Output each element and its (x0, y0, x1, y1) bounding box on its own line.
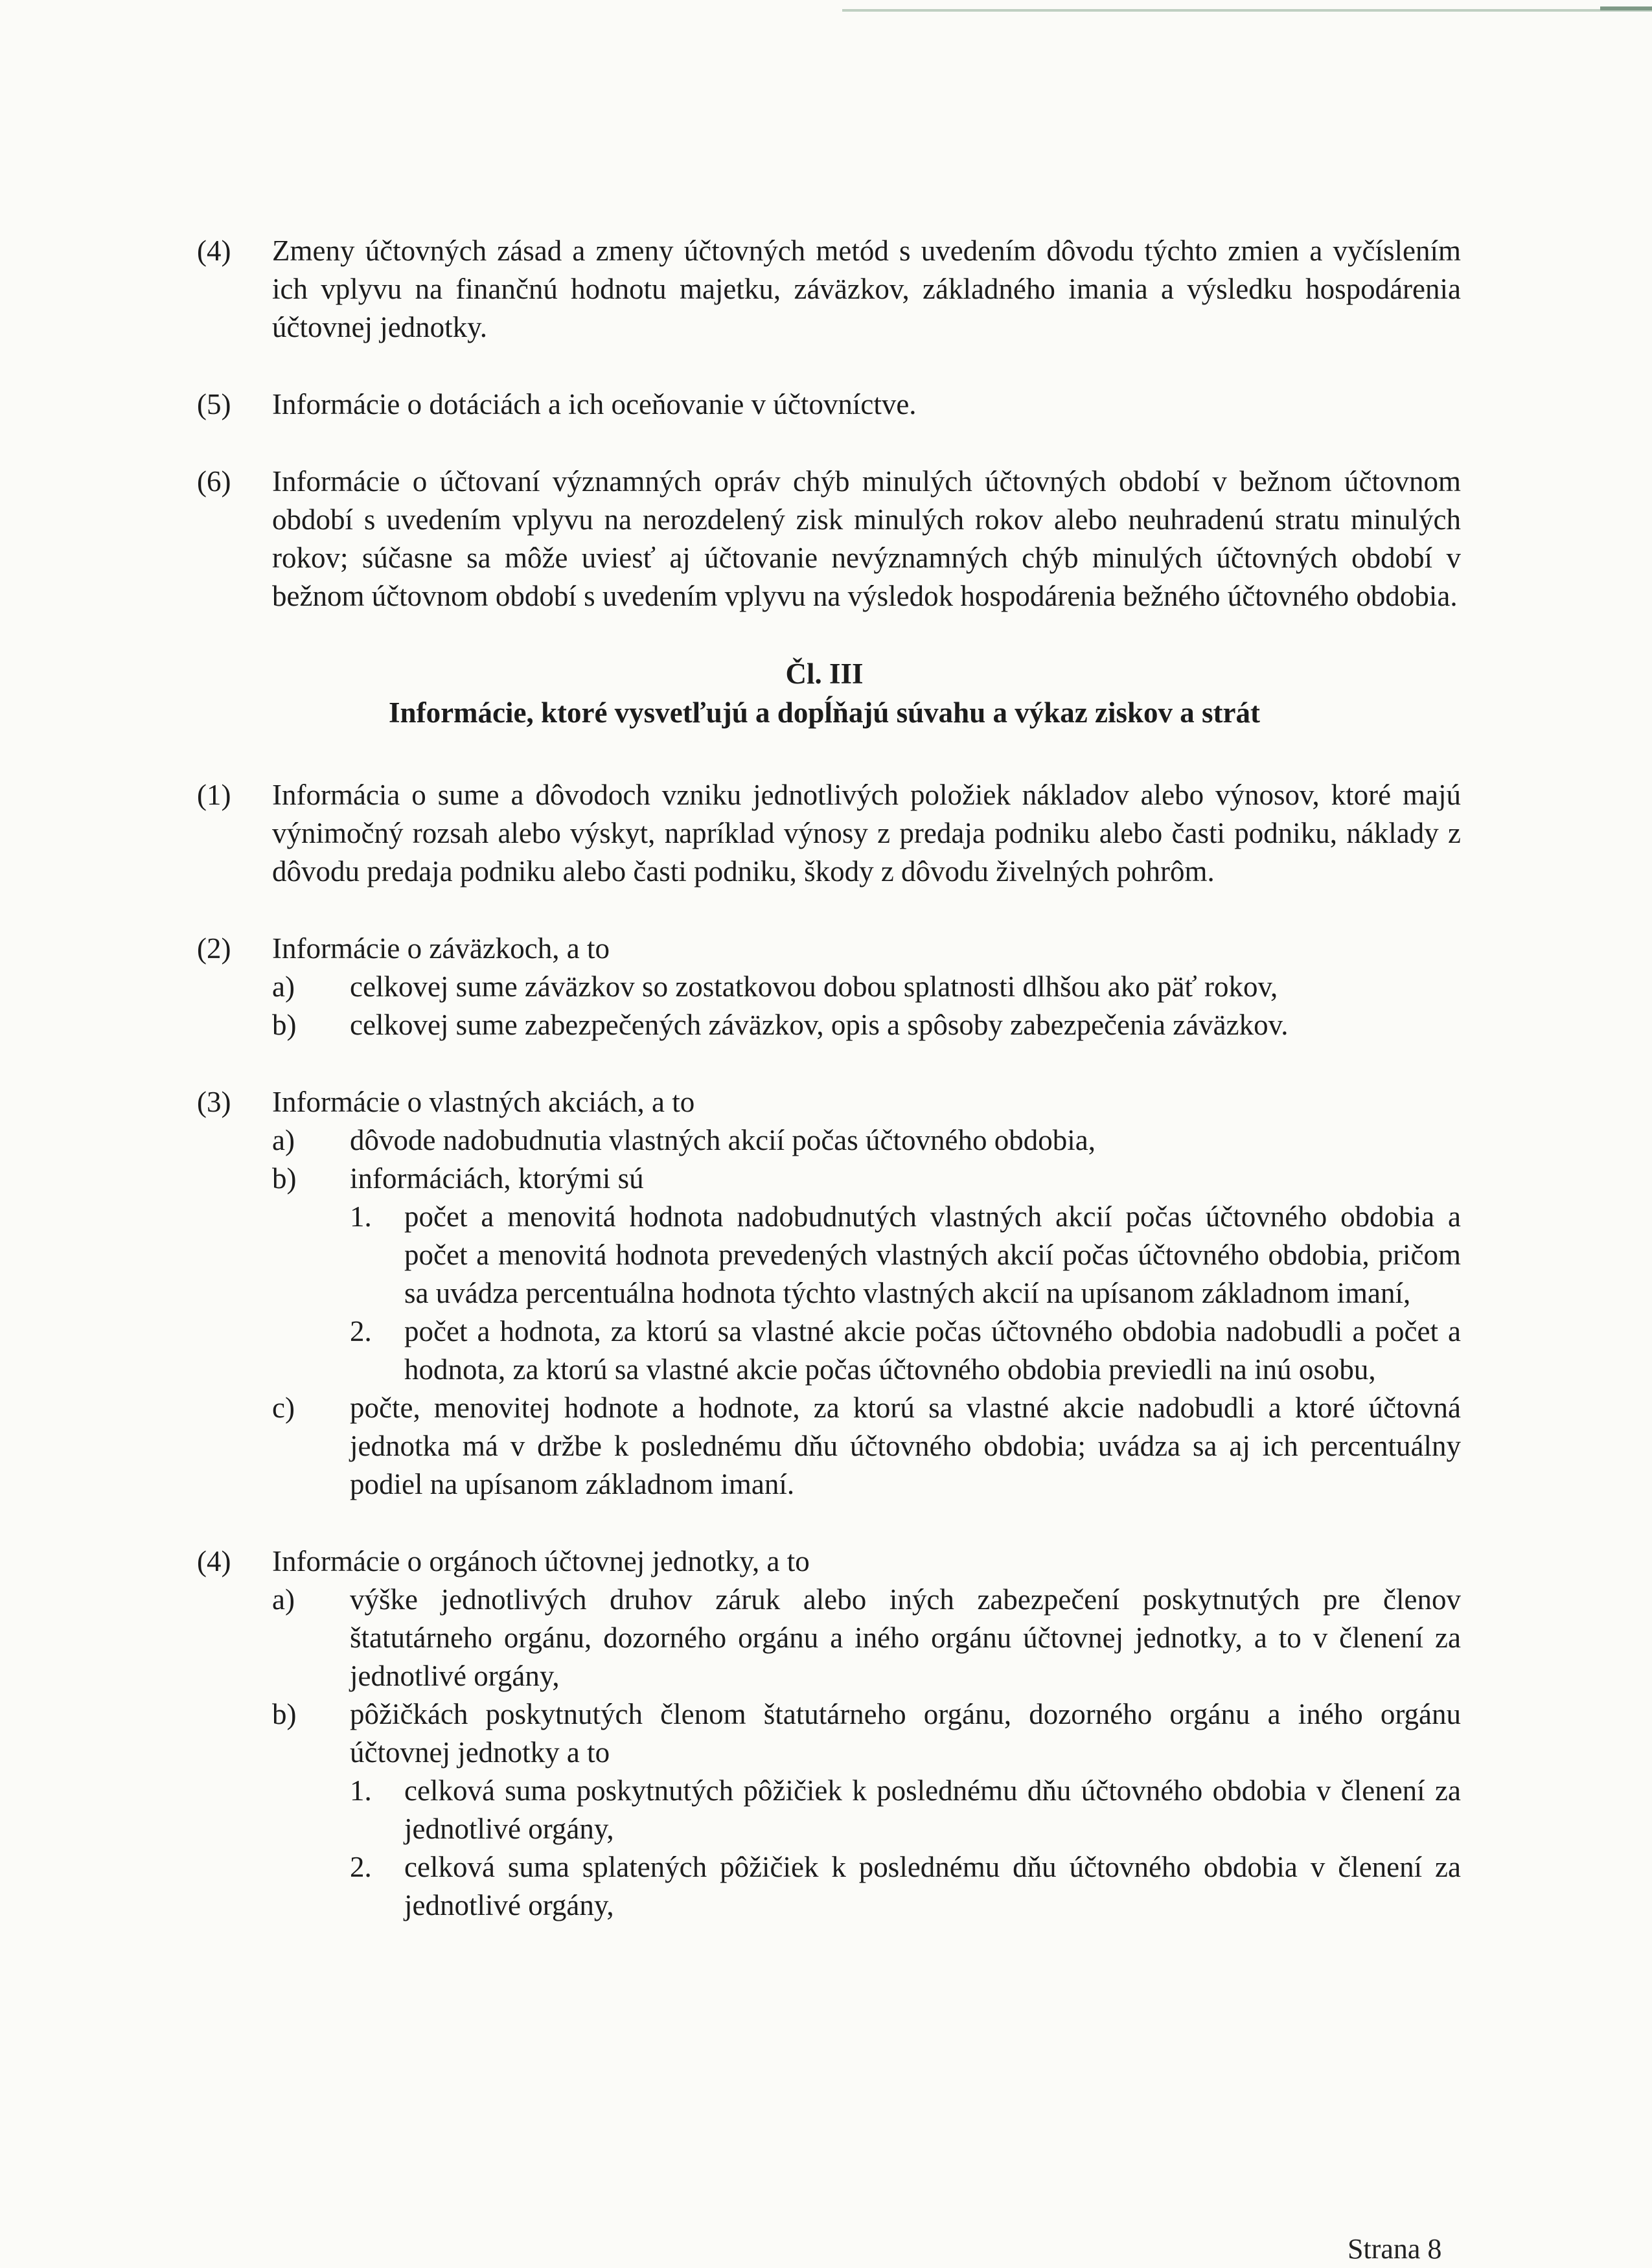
paragraph-number: (4) (197, 1545, 231, 1577)
paragraph-5 (188, 385, 1461, 424)
paragraph-number: (6) (197, 465, 231, 498)
list-text: celkovej sume zabezpečených záväzkov, opis a spôsoby zabezpečenia záväzkov. (350, 1009, 1289, 1041)
paragraph-6 (188, 463, 1461, 615)
numbered-item-1 (350, 1772, 1461, 1848)
paragraph-text: Informácie o orgánoch účtovnej jednotky, a to (272, 1545, 810, 1577)
list-label: a) (272, 1124, 295, 1156)
numbered-label: 1. (350, 1774, 372, 1807)
list-label: b) (272, 1009, 297, 1041)
list-text: celkovej sume záväzkov so zostatkovou dobou splatnosti dlhšou ako päť rokov, (350, 970, 1278, 1003)
list-item-a (272, 968, 1461, 1006)
list-item-b (272, 1006, 1461, 1044)
paragraph-text: Informácie o vlastných akciách, a to (272, 1086, 695, 1118)
list-item-c (272, 1389, 1461, 1504)
list-label: a) (272, 970, 295, 1003)
paragraph-text: Informácia o sume a dôvodoch vzniku jednotlivých položiek nákladov alebo výnosov, ktoré majú výnimočný rozsah alebo výskyt, napríklad výnosy z predaja podniku alebo časti podniku, náklady z dôvodu predaja podniku alebo časti podniku, škody z dôvodu živelných pohrôm. (272, 779, 1461, 888)
paragraph-text: Informácie o účtovaní významných opráv chýb minulých účtovných období v bežnom účtovnom období s uvedením vplyvu na nerozdelený zisk minulých rokov alebo neuhradenú stratu minulých rokov; súčasne sa môže uviesť aj účtovanie nevýznamných chýb minulých účtovných období v bežnom účtovnom období s uvedením vplyvu na výsledok hospodárenia bežného účtovného obdobia. (272, 465, 1461, 612)
list-label: a) (272, 1583, 295, 1616)
art3-paragraph-2 (188, 930, 1461, 1044)
scan-edge-line (842, 9, 1652, 12)
art3-paragraph-1 (188, 776, 1461, 891)
list-item-b (272, 1695, 1461, 1925)
list-label: c) (272, 1392, 295, 1424)
numbered-item-2 (350, 1848, 1461, 1925)
page-number: Strana 8 (1348, 2233, 1442, 2265)
numbered-item-1 (350, 1198, 1461, 1312)
list-text: počte, menovitej hodnote a hodnote, za ktorú sa vlastné akcie nadobudli a ktoré účtovná jednotka má v držbe k poslednému dňu účtovného obdobia; uvádza sa aj ich percentuálny podiel na upísanom základnom imaní. (350, 1392, 1461, 1500)
numbered-item-2 (350, 1312, 1461, 1389)
list-label: b) (272, 1162, 297, 1195)
scan-edge-mark (1600, 6, 1652, 10)
article-heading (188, 654, 1461, 732)
numbered-text: počet a hodnota, za ktorú sa vlastné akcie počas účtovného obdobia nadobudli a počet a hodnota, za ktorú sa vlastné akcie počas účtovného obdobia previedli na inú osobu, (404, 1315, 1461, 1386)
paragraph-number: (4) (197, 235, 231, 267)
paragraph-text: Informácie o dotáciách a ich oceňovanie v účtovníctve. (272, 388, 917, 420)
paragraph-number: (3) (197, 1086, 231, 1118)
paragraph-text: Informácie o záväzkoch, a to (272, 932, 610, 965)
numbered-text: celková suma poskytnutých pôžičiek k poslednému dňu účtovného obdobia v členení za jednotlivé orgány, (404, 1774, 1461, 1845)
list-item-b (272, 1160, 1461, 1389)
list-text: informáciách, ktorými sú (350, 1162, 644, 1195)
page-content (188, 232, 1461, 1964)
numbered-label: 1. (350, 1200, 372, 1233)
paragraph-number: (2) (197, 932, 231, 965)
list-item-a (272, 1581, 1461, 1695)
list-text: pôžičkách poskytnutých členom štatutárneho orgánu, dozorného orgánu a iného orgánu účtovnej jednotky a to (350, 1698, 1461, 1769)
numbered-label: 2. (350, 1315, 372, 1347)
paragraph-4 (188, 232, 1461, 347)
list-text: výške jednotlivých druhov záruk alebo iných zabezpečení poskytnutých pre členov štatutárneho orgánu, dozorného orgánu a iného orgánu účtovnej jednotky, a to v členení za jednotlivé orgány, (350, 1583, 1461, 1692)
numbered-label: 2. (350, 1851, 372, 1883)
paragraph-number: (1) (197, 779, 231, 811)
list-text: dôvode nadobudnutia vlastných akcií počas účtovného obdobia, (350, 1124, 1096, 1156)
art3-paragraph-4 (188, 1542, 1461, 1925)
list-label: b) (272, 1698, 297, 1730)
paragraph-text: Zmeny účtovných zásad a zmeny účtovných metód s uvedením dôvodu týchto zmien a vyčíslením ich vplyvu na finančnú hodnotu majetku, záväzkov, základného imania a výsledku hospodárenia účtovnej jednotky. (272, 235, 1461, 343)
article-number: Čl. III (785, 658, 864, 690)
numbered-text: celková suma splatených pôžičiek k poslednému dňu účtovného obdobia v členení za jednotlivé orgány, (404, 1851, 1461, 1921)
article-title: Informácie, ktoré vysvetľujú a dopĺňajú súvahu a výkaz ziskov a strát (389, 696, 1260, 729)
paragraph-number: (5) (197, 388, 231, 420)
list-item-a (272, 1121, 1461, 1160)
art3-paragraph-3 (188, 1083, 1461, 1504)
numbered-text: počet a menovitá hodnota nadobudnutých vlastných akcií počas účtovného obdobia a počet a menovitá hodnota prevedených vlastných akcií počas účtovného obdobia, pričom sa uvádza percentuálna hodnota týchto vlastných akcií na upísanom základnom imaní, (404, 1200, 1461, 1309)
